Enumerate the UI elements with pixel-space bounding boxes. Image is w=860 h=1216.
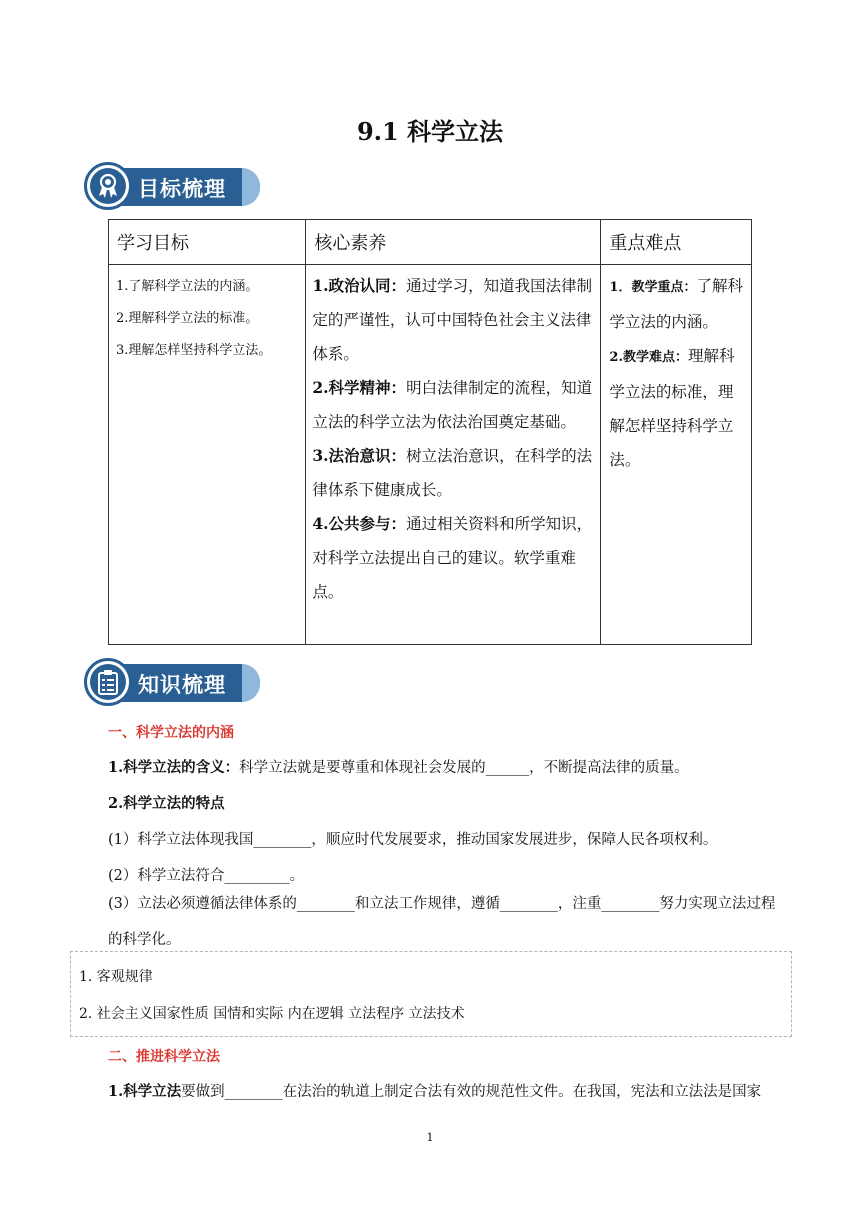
document-title: 9.1 科学立法 — [356, 117, 504, 146]
section1-definition: 1.科学立法的含义：科学立法就是要尊重和体现社会发展的______，不断提高法律的质量。 — [108, 759, 689, 776]
answer-box — [70, 951, 792, 1037]
award-ribbon-icon — [90, 168, 126, 204]
answer-line: 1. 客观规律 — [79, 969, 153, 985]
header-focus: 重点难点 — [601, 220, 752, 265]
goals-table — [108, 219, 752, 645]
objective-item: 2.理解科学立法的标准。 — [116, 311, 259, 326]
clipboard-list-icon — [90, 664, 126, 700]
section1-item: (1）科学立法体现我国________，顺应时代发展要求，推动国家发展进步，保障人民各项权利。 — [108, 832, 718, 848]
section1-item: (3）立法必须遵循法律体系的________和立法工作规律，遵循________，注重________努力实现立法过程的科学化。 — [108, 896, 776, 948]
focus-cell — [601, 265, 752, 645]
page-number: 1 — [426, 1131, 434, 1144]
competency-item: 1.政治认同：通过学习，知道我国法律制定的严谨性，认可中国特色社会主义法律体系。 — [312, 276, 593, 363]
section1-heading: 一、科学立法的内涵 — [108, 725, 234, 741]
competency-item: 4.公共参与：通过相关资料和所学知识，对科学立法提出自己的建议。软学重难点。 — [312, 514, 593, 601]
goals-table-header-row — [109, 220, 752, 265]
knowledge-banner-label: 知识梳理 — [138, 673, 226, 697]
header-objectives: 学习目标 — [109, 220, 306, 265]
section2-heading: 二、推进科学立法 — [108, 1049, 220, 1065]
objective-item: 1.了解科学立法的内涵。 — [116, 279, 259, 294]
objective-item: 3.理解怎样坚持科学立法。 — [116, 343, 272, 358]
focus-item: 1．教学重点：了解科学立法的内涵。 — [609, 277, 743, 331]
focus-item: 2.教学难点：理解科学立法的标准，理解怎样坚持科学立法。 — [609, 347, 735, 469]
answer-line: 2. 社会主义国家性质 国情和实际 内在逻辑 立法程序 立法技术 — [79, 1006, 465, 1022]
objectives-cell — [109, 265, 306, 645]
header-competencies: 核心素养 — [306, 220, 601, 265]
competency-item: 3.法治意识：树立法治意识，在科学的法律体系下健康成长。 — [312, 446, 593, 499]
section1-features-heading: 2.科学立法的特点 — [108, 795, 225, 812]
competencies-cell — [306, 265, 601, 645]
section2-paragraph: 1.科学立法要做到________在法治的轨道上制定合法有效的规范性文件。在我国，宪法和立法法是国家 — [108, 1083, 762, 1100]
goals-banner-label: 目标梳理 — [138, 177, 226, 201]
competency-item: 2.科学精神：明白法律制定的流程，知道立法的科学立法为依法治国奠定基础。 — [312, 378, 593, 431]
goals-banner — [82, 162, 262, 210]
knowledge-banner — [82, 658, 262, 706]
section1-item: (2）科学立法符合_________。 — [108, 868, 305, 884]
goals-table-body-row — [109, 265, 752, 645]
